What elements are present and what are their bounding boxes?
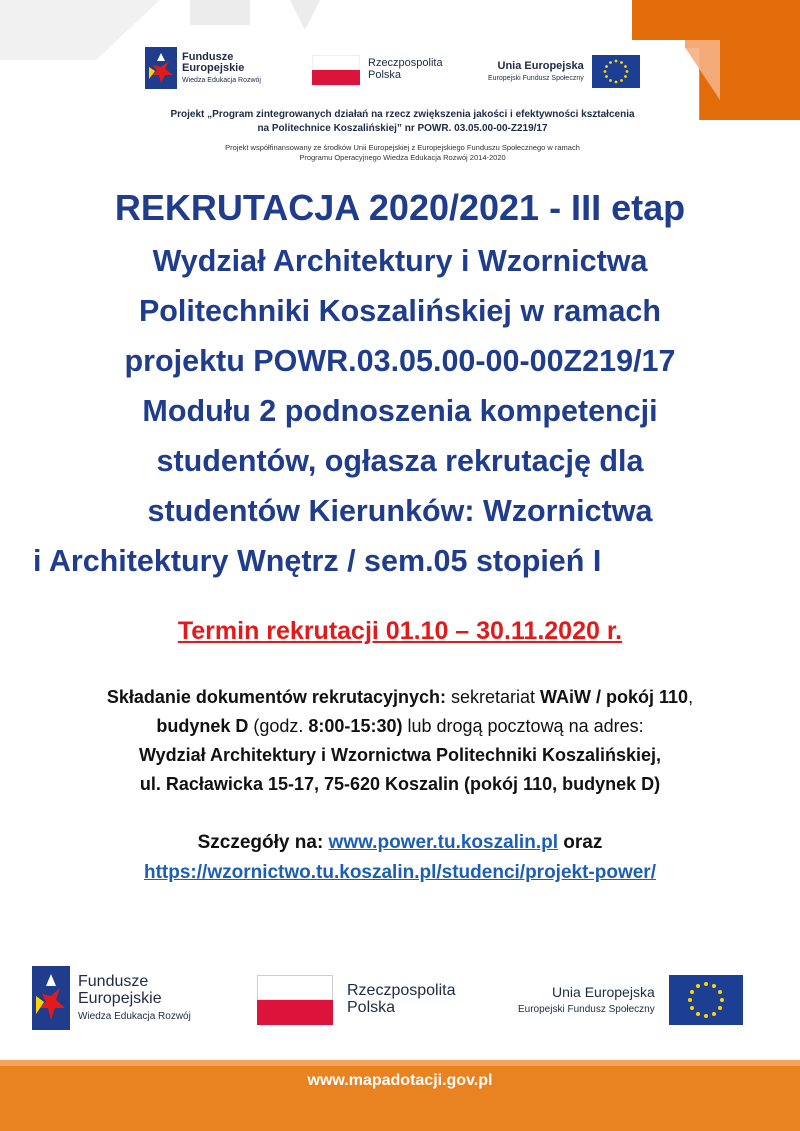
info-hours-label: (godz. (248, 716, 309, 736)
recruitment-headline (0, 180, 800, 586)
footer-stripe (0, 1060, 800, 1066)
rp-logo-top (312, 55, 443, 85)
project-page-link[interactable]: https://wzornictwo.tu.koszalin.pl/studenci/projekt-power/ (144, 862, 656, 883)
details-prefix: Szczegóły na: (197, 832, 329, 853)
headline-line-7: studentów Kierunków: Wzornictwa (147, 494, 653, 528)
details-mid: oraz (558, 832, 603, 853)
fe-logo-icon (145, 47, 177, 89)
info-building: budynek D (156, 716, 249, 736)
footer-bar (0, 1060, 800, 1131)
ue-name: Unia Europejska (552, 983, 655, 1000)
info-address-2: ul. Racławicka 15-17, 75-620 Koszalin (pokój 110, budynek D) (139, 774, 661, 794)
info-post-text: lub drogą pocztową na adres: (402, 716, 644, 736)
headline-line-3: Politechniki Koszalińskiej w ramach (138, 294, 662, 328)
info-address-1: Wydział Architektury i Wzornictwa Politechniki Koszalińskiej, (138, 745, 662, 765)
polish-flag-icon (257, 975, 333, 1025)
rp-logo-bottom (257, 975, 456, 1025)
headline-line-5: Modułu 2 podnoszenia kompetencji (142, 394, 658, 428)
details-line-1 (0, 828, 800, 858)
project-sub-line-2: Programu Operacyjnego Wiedza Edukacja Rozwój 2014-2020 (299, 153, 506, 163)
details-line-2 (0, 858, 800, 888)
decorative-shape (190, 0, 250, 25)
info-hours: 8:00-15:30) (308, 716, 403, 736)
info-line-2 (0, 712, 800, 741)
project-sub-line-1: Projekt współfinansowany ze środków Unii Europejskiej z Europejskiego Funduszu Społecznego w ramach (225, 143, 580, 152)
headline-title: REKRUTACJA 2020/2021 - III etap (114, 187, 686, 228)
info-text: sekretariat (446, 687, 541, 707)
fe-logo-icon (32, 966, 70, 1030)
eu-flag-icon (592, 55, 640, 88)
fe-name-2: Europejskie (78, 989, 162, 1007)
project-title (120, 108, 685, 135)
fe-tagline: Wiedza Edukacja Rozwój (78, 1010, 191, 1022)
submission-info (0, 683, 800, 799)
info-comma: , (688, 687, 694, 707)
details-block (0, 828, 800, 888)
rp-name-2: Polska (368, 69, 402, 81)
ue-name: Unia Europejska (497, 60, 584, 73)
headline-line-4: projektu POWR.03.05.00-00-00Z219/17 (124, 344, 676, 378)
footer-website[interactable]: www.mapadotacji.gov.pl (307, 1072, 493, 1089)
eu-flag-icon (669, 975, 743, 1025)
headline-line-2: Wydział Architektury i Wzornictwa (152, 244, 648, 278)
info-label: Składanie dokumentów rekrutacyjnych: (106, 687, 446, 707)
rp-name-2: Polska (347, 999, 396, 1016)
decorative-triangle (290, 0, 320, 30)
fe-name-1: Fundusze (182, 50, 234, 63)
fe-tagline: Wiedza Edukacja Rozwój (182, 76, 261, 84)
fe-name-1: Fundusze (78, 972, 149, 990)
ue-logo-bottom (518, 975, 743, 1025)
ue-fund: Europejski Fundusz Społeczny (518, 1003, 655, 1015)
ue-fund: Europejski Fundusz Społeczny (488, 74, 584, 82)
rp-name-1: Rzeczpospolita (347, 982, 456, 1000)
fe-name-2: Europejskie (182, 62, 245, 75)
info-office: WAiW / pokój 110 (540, 687, 689, 707)
ue-logo-top (488, 55, 640, 88)
power-website-link[interactable]: www.power.tu.koszalin.pl (328, 832, 558, 853)
headline-line-8: i Architektury Wnętrz / sem.05 stopień I (33, 544, 602, 578)
project-title-line-2: na Politechnice Koszalińskiej” nr POWR. 03.05.00-00-Z219/17 (257, 122, 548, 134)
polish-flag-icon (312, 55, 360, 85)
fe-logo-top (145, 47, 261, 89)
rp-name-1: Rzeczpospolita (368, 57, 443, 70)
project-cofinancing (120, 143, 685, 163)
info-line-1 (0, 683, 800, 712)
fe-logo-bottom (32, 966, 191, 1030)
headline-line-6: studentów, ogłasza rekrutację dla (156, 444, 644, 478)
recruitment-deadline: Termin rekrutacji 01.10 – 30.11.2020 r. (177, 617, 623, 645)
project-title-line-1: Projekt „Program zintegrowanych działań na rzecz zwiększenia jakości i efektywności kształcenia (170, 109, 635, 120)
